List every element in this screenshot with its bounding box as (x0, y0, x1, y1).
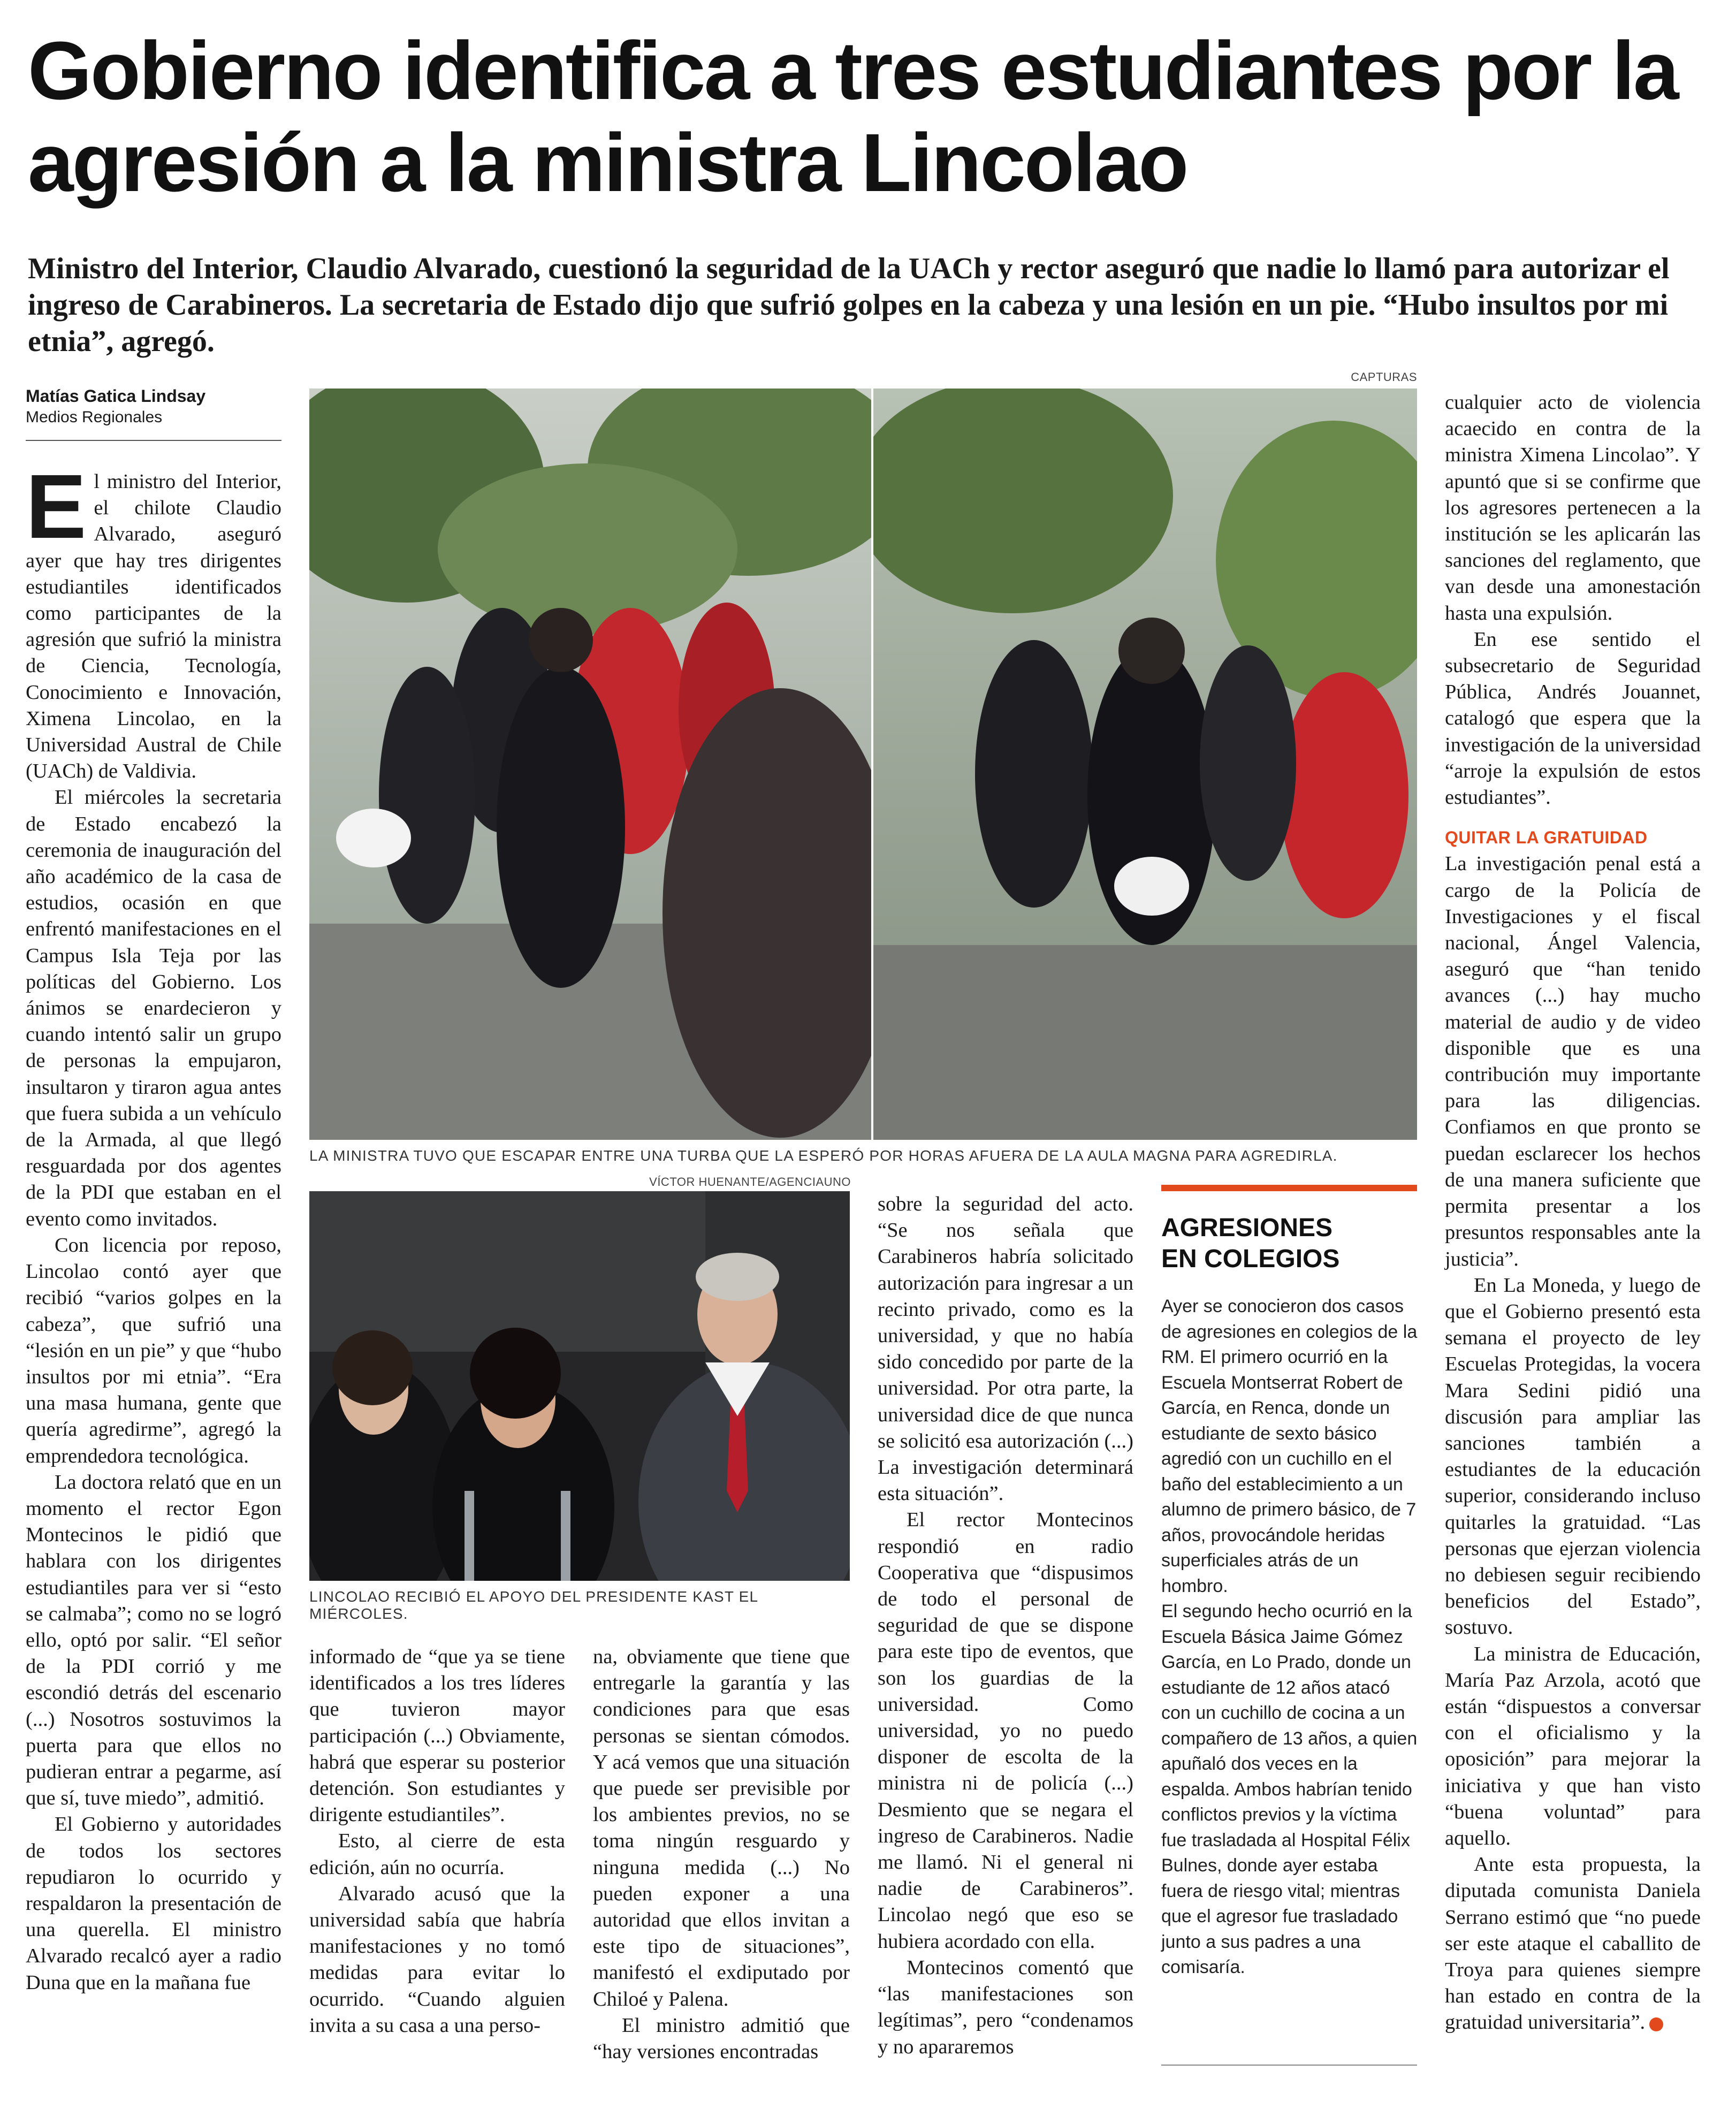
paragraph-5: El Gobierno y autoridades de todos los sectores repudiaron lo ocurrido y respaldaron la presentación de una querella. El ministro Alvarado recalcó ayer a radio Duna que en la mañana fue (26, 1813, 281, 1994)
paragraph: El ministro admitió que “hay versiones encontradas (593, 2014, 850, 2063)
byline (26, 386, 283, 427)
author-name: Matías Gatica Lindsay (26, 386, 206, 406)
press-conference-photo (309, 1191, 850, 1581)
photo-credit-bottom: VÍCTOR HUENANTE/AGENCIAUNO (649, 1175, 851, 1189)
sidebar-paragraph-2: El segundo hecho ocurrió en la Escuela Básica Jaime Gómez García, en Lo Prado, donde un estudiante de 12 años atacó con un cuchillo de cocina a un compañero de 13 años, a quien apuñaló dos veces en la espalda. Ambos habrían tenido conflictos previos y la víctima fue trasladada al Hospital Félix Bulnes, donde ayer estaba fuera de riesgo vital; mientras que el agresor fue trasladado junto a sus padres a una comisaría. (1161, 1601, 1418, 1977)
paragraph: La investigación penal está a cargo de la Policía de Investigaciones y el fiscal nacional, Ángel Valencia, aseguró que “han tenido avances (...) hay mucho material de audio y de video disponible que es una contribución muy importante para las diligencias. Confiamos en que pronto se puedan esclarecer los hechos de una manera suficiente que permita presentar a los presuntos responsables ante la justicia”. (1445, 852, 1701, 1270)
photo-caption-bottom: LINCOLAO RECIBIÓ EL APOYO DEL PRESIDENTE KAST EL MIÉRCOLES. (309, 1588, 758, 1622)
paragraph: cualquier acto de violencia acaecido en contra de la ministra Ximena Lincolao”. Y apuntó que si se confirme que los agresores pertenecen a la institución se les aplicarán las sanciones del reglamento, que van desde una amonestación hasta una expulsión. (1445, 391, 1701, 624)
author-outlet: Medios Regionales (26, 408, 163, 426)
headline: Gobierno identifica a tres estudiantes por la agresión a la ministra Lincolao (28, 25, 1678, 209)
paragraph: sobre la seguridad del acto. “Se nos señala que Carabineros habría solicitado autorización para ingresar a un recinto privado, como es la universidad, y que no había sido concedido por parte de la universidad. Por otra parte, la universidad dice de que nunca se solicitó esa autorización (...) La investigación determinará esta situación”. (878, 1193, 1133, 1505)
article-column-4 (878, 1191, 1133, 2060)
paragraph: El rector Montecinos respondió en radio Cooperativa que “dispusimos de todo el personal de seguridad de que se dispone para este tipo de eventos, que son los guardias de la universidad. Como universidad, yo no puedo disponer de escolta de la ministra ni de policía (...) Desmiento que se negara el ingreso de Carabineros. Nadie me llamó. Ni el general ni nadie de Carabineros”. Lincolao negó que eso se hubiera acordado con ella. (878, 1509, 1133, 1953)
lead-paragraph: Ministro del Interior, Claudio Alvarado, cuestionó la seguridad de la UACh y rector aseguró que nadie lo llamó para autorizar el ingreso de Carabineros. La secretaria de Estado dijo que sufrió golpes en la cabeza y una lesión en un pie. “Hubo insultos por mi etnia”, agregó. (28, 252, 1670, 358)
paragraph: informado de “que ya se tiene identificados a los tres líderes que tuvieron mayor participación (...) Obviamente, habrá que esperar su posterior detención. Son estudiantes y dirigente estudiantiles”. (309, 1646, 565, 1826)
sidebar-paragraph-1: Ayer se conocieron dos casos de agresiones en colegios de la RM. El primero ocurrió en la Escuela Montserrat Robert de García, en Renca, donde un estudiante de sexto básico agredió con un cuchillo en el baño del establecimiento a un alumno de primero básico, de 7 años, provocándole heridas superficiales atrás de un hombro. (1161, 1296, 1418, 1596)
protest-photo-left (309, 389, 871, 1140)
sidebar-body (1161, 1294, 1418, 1981)
drop-cap: E (26, 456, 87, 558)
paragraph: En ese sentido el subsecretario de Seguridad Pública, Andrés Jouannet, catalogó que espera que la investigación de la universidad “arroje la expulsión de estos estudiantes”. (1445, 628, 1701, 809)
photo-caption-top: LA MINISTRA TUVO QUE ESCAPAR ENTRE UNA TURBA QUE LA ESPERÓ POR HORAS AFUERA DE LA AULA MAGNA PARA AGREDIRLA. (309, 1147, 1338, 1164)
end-mark-icon: ✪ (1649, 2017, 1663, 2031)
paragraph: na, obviamente que tiene que entregarle la garantía y las condiciones para que esas personas se sientan cómodos. Y acá vemos que una situación que puede ser previsible por los ambientes previos, no se toma ningún resguardo y ninguna medida (...) No pueden exponer a una autoridad que ellos invitan a este tipo de situaciones”, manifestó el exdiputado por Chiloé y Palena. (593, 1646, 850, 2010)
paragraph: En La Moneda, y luego de que el Gobierno presentó esta semana el proyecto de ley Escuelas Protegidas, la vocera Mara Sedini pidió una discusión para ampliar las sanciones también a estudiantes de la educación superior, considerando incluso quitarles la gratuidad. “Las personas que ejerzan violencia no debiesen seguir recibiendo beneficios del Estado”, sostuvo. (1445, 1274, 1701, 1639)
protest-scene-right-image (873, 389, 1417, 1140)
article-column-1 (26, 456, 281, 1996)
paragraph-1: El ministro del Interior, el chilote Claudio Alvarado, aseguró ayer que hay tres dirigentes estudiantiles identificados como participantes de la agresión que sufrió la ministra de Ciencia, Tecnología, Conocimiento e Innovación, Ximena Lincolao, en la Universidad Austral de Chile (UACh) de Valdivia. (26, 456, 281, 783)
article-column-6 (1445, 390, 1701, 2036)
protest-scene-left-image (309, 389, 871, 1140)
paragraph: La ministra de Educación, María Paz Arzola, acotó que están “dispuestos a conversar con el oficialismo y la oposición” para mejorar la iniciativa y que han visto “buena voluntad” para aquello. (1445, 1642, 1701, 1849)
paragraph: Esto, al cierre de esta edición, aún no ocurría. (309, 1830, 565, 1879)
paragraph-final: Ante esta propuesta, la diputada comunista Daniela Serrano estimó que “no puede ser este ataque el caballito de Troya para quienes siempre han estado en contra de la gratuidad universitaria”. ✪ (1445, 1853, 1701, 2034)
press-conference-image (309, 1191, 850, 1581)
paragraph: Alvarado acusó que la universidad sabía que habría manifestaciones y no tomó medidas para evitar lo ocurrido. “Cuando alguien invita a su casa a una perso- (309, 1882, 565, 2037)
article-column-3 (593, 1644, 850, 2065)
sidebar-bottom-rule (1161, 2065, 1417, 2066)
byline-rule (26, 440, 281, 441)
subheading: QUITAR LA GRATUIDAD (1445, 828, 1648, 848)
article-column-2 (309, 1644, 565, 2039)
paragraph: Montecinos comentó que “las manifestaciones son legítimas”, pero “condenamos y no apararemos (878, 1956, 1133, 2058)
protest-photo-right (873, 389, 1417, 1140)
paragraph-4: La doctora relató que en un momento el rector Egon Montecinos le pidió que hablara con los dirigentes estudiantiles para ver si “esto se calmaba”; como no se logró ello, optó por salir. “El señor de la PDI corrió y me escondió detrás del escenario (...) Nosotros sostuvimos la puerta para que ellos no pudieran entrar a pegarme, así que sí, tuve miedo”, admitió. (26, 1471, 281, 1810)
paragraph-2: El miércoles la secretaria de Estado encabezó la ceremonia de inauguración del año académico de la casa de estudios, ocasión en que enfrentó manifestaciones en el Campus Isla Teja por las políticas del Gobierno. Los ánimos se enardecieron y cuando intentó salir un grupo de personas la empujaron, insultaron y tiraron agua antes que fuera subida a un vehículo de la Armada, al que llegó resguardada por dos agentes de la PDI que estaban en el evento como invitados. (26, 786, 281, 1230)
sidebar-accent-bar (1161, 1185, 1417, 1191)
paragraph-3: Con licencia por reposo, Lincolao contó ayer que recibió “varios golpes en la cabeza”, que sufrió una “lesión en un pie” y que “hubo insultos por mi etnia”. “Era una masa humana, gente que quería agredirme”, agregó la emprendedora tecnológica. (26, 1233, 281, 1467)
photo-credit-top: CAPTURAS (1351, 370, 1417, 384)
sidebar-title: AGRESIONES EN COLEGIOS (1161, 1214, 1340, 1273)
